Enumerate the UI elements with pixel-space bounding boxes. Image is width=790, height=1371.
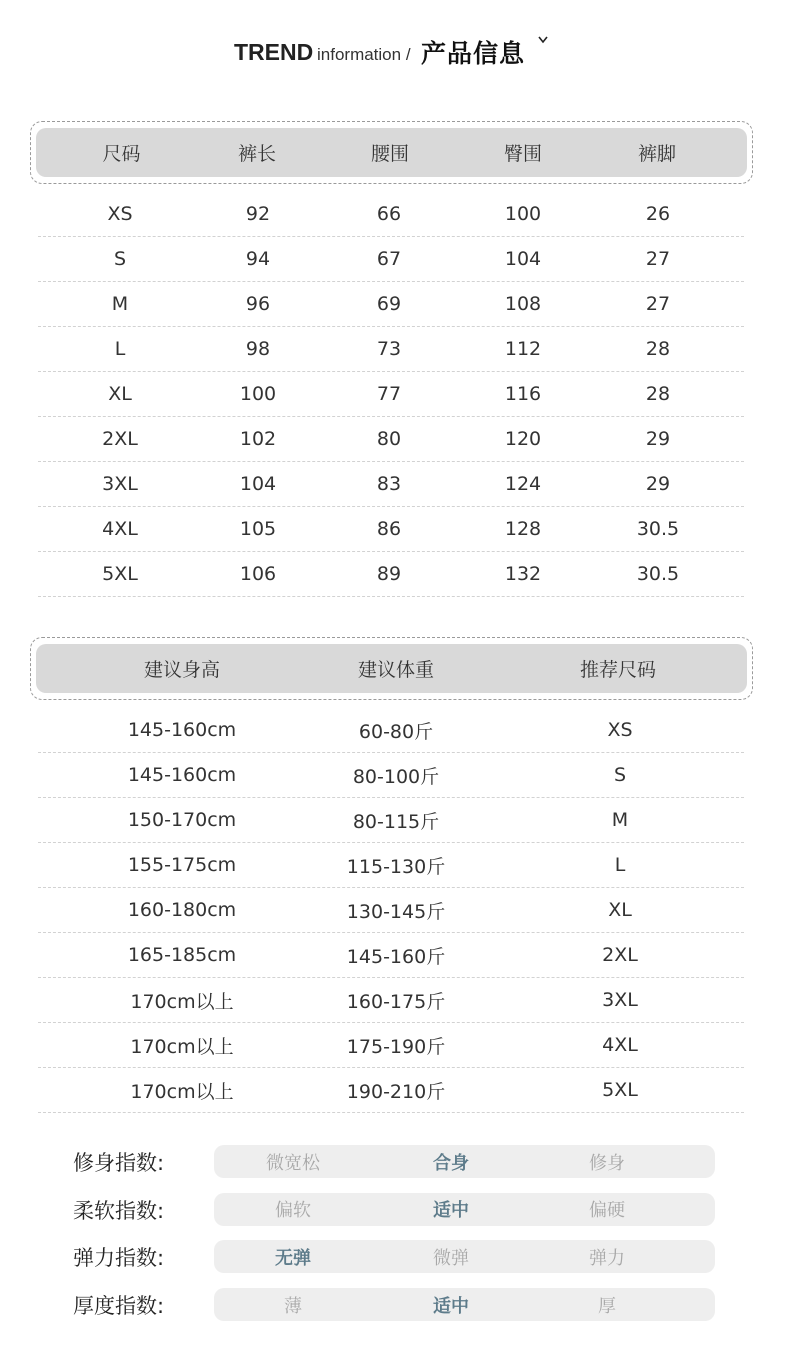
recommend-table-cell: 170cm以上 <box>130 1035 234 1058</box>
recommend-table-cell: 175-190斤 <box>346 1035 446 1058</box>
size-table-cell: 66 <box>376 203 402 225</box>
recommend-table-row <box>38 843 744 888</box>
recommend-table-row <box>38 798 744 843</box>
index-label: 厚度指数: <box>73 1294 165 1319</box>
recommend-table-cell: 80-115斤 <box>352 810 440 833</box>
recommend-table-cell: 5XL <box>602 1079 638 1101</box>
recommend-table-cell: 160-175斤 <box>346 990 446 1013</box>
recommend-table-cell: 165-185cm <box>127 944 237 966</box>
size-table-cell: 4XL <box>102 518 138 540</box>
size-table-cell: 128 <box>504 518 542 540</box>
recommend-table-row <box>38 1068 744 1113</box>
size-table-row <box>38 417 744 462</box>
index-option: 微弹 <box>433 1247 469 1269</box>
recommend-table-cell: XS <box>607 719 633 741</box>
size-table-cell: L <box>114 338 126 360</box>
size-table-header <box>36 128 747 177</box>
size-table-cell: 30.5 <box>636 518 680 540</box>
index-option-selected: 适中 <box>433 1295 469 1317</box>
size-table-cell: 3XL <box>102 473 138 495</box>
size-header-cell: 尺码 <box>102 143 141 165</box>
recommend-table-cell: XL <box>608 899 632 921</box>
size-header-cell: 臀围 <box>503 143 542 165</box>
recommend-table-cell: 3XL <box>602 989 638 1011</box>
index-row <box>0 1288 790 1322</box>
size-table-row <box>38 237 744 282</box>
size-header-cell: 腰围 <box>370 143 409 165</box>
recommend-table-row <box>38 1023 744 1068</box>
size-table-cell: 86 <box>376 518 402 540</box>
size-header-cell: 裤长 <box>237 143 276 165</box>
size-table-cell: 124 <box>504 473 542 495</box>
index-option-selected: 适中 <box>433 1200 469 1222</box>
index-option: 弹力 <box>589 1247 625 1269</box>
recommend-table-cell: 130-145斤 <box>346 900 446 923</box>
recommend-header-cell: 建议身高 <box>143 659 220 681</box>
size-header-cell: 裤脚 <box>637 143 676 165</box>
recommend-header-cell: 推荐尺码 <box>579 659 656 681</box>
size-table-row <box>38 462 744 507</box>
size-table-row <box>38 372 744 417</box>
recommend-table-cell: 115-130斤 <box>346 855 446 878</box>
size-table-cell: 29 <box>645 428 671 450</box>
size-table-cell: 120 <box>504 428 542 450</box>
recommend-table-cell: 170cm以上 <box>130 1080 234 1103</box>
index-row <box>0 1145 790 1179</box>
recommend-table-row <box>38 753 744 798</box>
size-table-cell: 77 <box>376 383 402 405</box>
index-label: 弹力指数: <box>73 1246 165 1271</box>
index-row <box>0 1240 790 1274</box>
size-table-cell: 92 <box>245 203 271 225</box>
size-table-cell: 108 <box>504 293 542 315</box>
recommend-table-cell: 170cm以上 <box>130 990 234 1013</box>
size-table-cell: 26 <box>645 203 671 225</box>
recommend-table-row <box>38 978 744 1023</box>
size-table-cell: 105 <box>239 518 277 540</box>
title-trend: TREND <box>234 39 314 65</box>
size-table-cell: XS <box>107 203 133 225</box>
size-table-cell: 116 <box>504 383 542 405</box>
chevron-down-icon <box>537 33 549 49</box>
recommend-table-cell: 145-160斤 <box>346 945 446 968</box>
size-table-cell: 69 <box>376 293 402 315</box>
size-table-cell: 112 <box>504 338 542 360</box>
recommend-table-cell: 4XL <box>602 1034 638 1056</box>
size-table-cell: 27 <box>645 293 671 315</box>
size-table-cell: 5XL <box>102 563 138 585</box>
index-option: 厚 <box>598 1295 616 1317</box>
size-table-cell: 102 <box>239 428 277 450</box>
size-table-row <box>38 327 744 372</box>
size-table-row <box>38 192 744 237</box>
index-option-selected: 无弹 <box>275 1247 311 1269</box>
index-label: 修身指数: <box>73 1151 165 1175</box>
size-table-cell: S <box>113 248 127 270</box>
size-table-cell: M <box>111 293 129 315</box>
recommend-table-cell: 60-80斤 <box>358 720 434 743</box>
recommend-table-cell: 80-100斤 <box>352 765 440 788</box>
size-table-row <box>38 552 744 597</box>
recommend-table-row <box>38 708 744 753</box>
index-option: 微宽松 <box>266 1152 320 1174</box>
size-table-cell: 29 <box>645 473 671 495</box>
recommend-table-header <box>36 644 747 693</box>
index-option: 薄 <box>284 1295 302 1317</box>
recommend-table-cell: 145-160cm <box>127 719 237 741</box>
size-table-cell: 27 <box>645 248 671 270</box>
recommend-table-cell: S <box>613 764 627 786</box>
recommend-table-cell: 190-210斤 <box>346 1080 446 1103</box>
recommend-table-row <box>38 888 744 933</box>
page-title <box>0 30 790 74</box>
size-table-cell: 28 <box>645 383 671 405</box>
size-table-cell: 89 <box>376 563 402 585</box>
size-table-cell: 96 <box>245 293 271 315</box>
index-label: 柔软指数: <box>73 1198 165 1223</box>
size-table-cell: 80 <box>376 428 402 450</box>
recommend-table-cell: 2XL <box>602 944 638 966</box>
size-table-cell: 98 <box>245 338 271 360</box>
size-table-cell: 67 <box>376 248 402 270</box>
size-table-cell: 132 <box>504 563 542 585</box>
size-table-cell: 28 <box>645 338 671 360</box>
recommend-header-cell: 建议体重 <box>357 659 434 681</box>
size-table-cell: 30.5 <box>636 563 680 585</box>
index-row <box>0 1193 790 1227</box>
index-option: 修身 <box>589 1152 625 1174</box>
size-table-cell: 100 <box>239 383 277 405</box>
size-table-row <box>38 282 744 327</box>
recommend-table-cell: 150-170cm <box>127 809 237 831</box>
title-information: information / <box>317 45 411 64</box>
size-table-cell: 94 <box>245 248 271 270</box>
recommend-table-cell: 145-160cm <box>127 764 237 786</box>
size-table-cell: 100 <box>504 203 542 225</box>
size-table-cell: XL <box>108 383 132 405</box>
recommend-table-cell: L <box>614 854 626 876</box>
recommend-table-cell: 160-180cm <box>127 899 237 921</box>
size-table-cell: 83 <box>376 473 402 495</box>
index-option: 偏硬 <box>589 1200 625 1222</box>
recommend-table-cell: 155-175cm <box>127 854 237 876</box>
size-table-cell: 106 <box>239 563 277 585</box>
size-table-row <box>38 507 744 552</box>
title-product-info: 产品信息 <box>421 39 526 68</box>
index-option-selected: 合身 <box>433 1152 469 1174</box>
size-table-cell: 104 <box>504 248 542 270</box>
size-table-cell: 73 <box>376 338 402 360</box>
size-table-cell: 2XL <box>102 428 138 450</box>
recommend-table-row <box>38 933 744 978</box>
size-table-cell: 104 <box>239 473 277 495</box>
index-option: 偏软 <box>275 1200 311 1222</box>
recommend-table-cell: M <box>611 809 629 831</box>
